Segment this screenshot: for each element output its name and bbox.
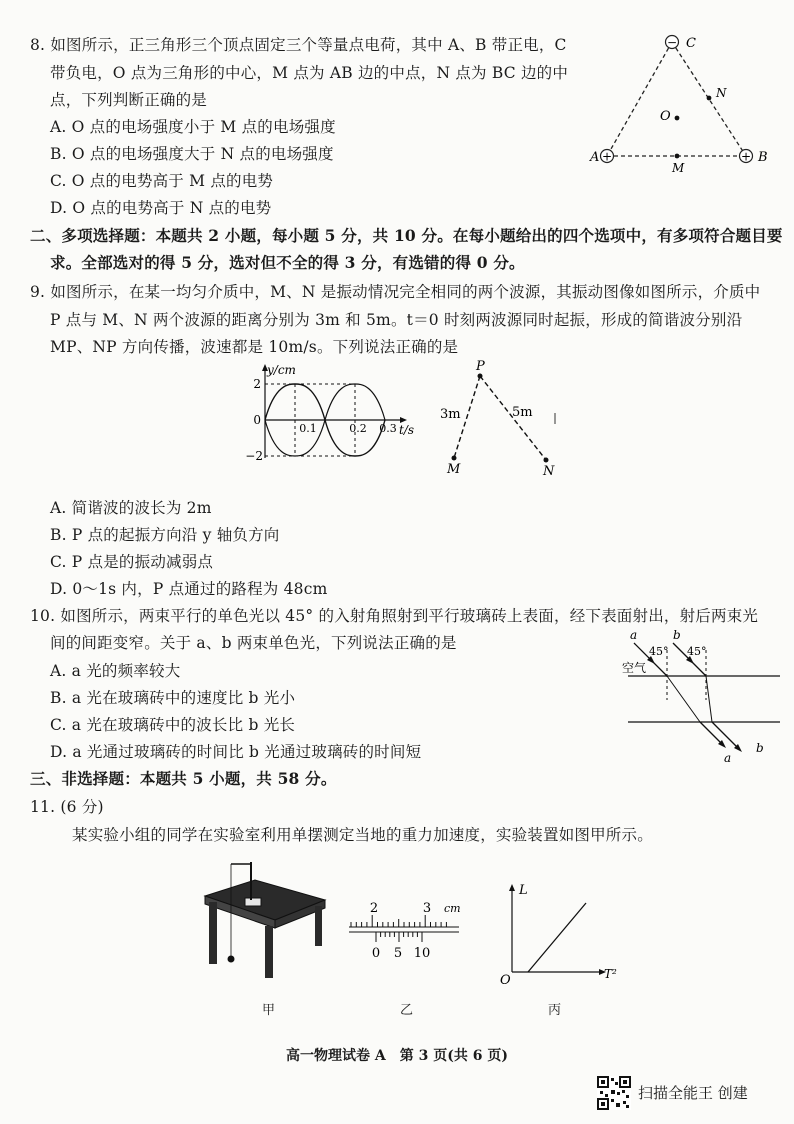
q11-length-period-plot xyxy=(490,880,625,992)
caption-bing: 丙 xyxy=(548,1003,562,1018)
point-m xyxy=(675,154,680,159)
charge-c xyxy=(666,36,679,50)
q10-stem-line1: 10. 如图所示，两束平行的单色光以 45° 的入射角照射到平行玻璃砖上表面，经下表面射出，射后两束光 xyxy=(30,607,759,625)
label-o: O xyxy=(660,109,671,124)
caption-yi: 乙 xyxy=(400,1003,414,1018)
charge-b xyxy=(740,150,753,164)
svg-text:−: − xyxy=(666,35,678,50)
section3-heading: 三、非选择题：本题共 5 小题，共 58 分。 xyxy=(30,769,337,788)
q9-stem-line3: MP、NP 方向传播，波速都是 10m/s。下列说法正确的是 xyxy=(50,338,459,356)
q8-stem-line1: 8. 如图所示，正三角形三个顶点固定三个等量点电荷，其中 A、B 带正电，C xyxy=(30,36,567,54)
q9-option-a: A. 简谐波的波长为 2m xyxy=(50,499,212,517)
q8-option-a: A. O 点的电场强度小于 M 点的电场强度 xyxy=(50,118,336,136)
q10-option-b: B. a 光在玻璃砖中的速度比 b 光小 xyxy=(50,689,296,707)
q8-option-c: C. O 点的电势高于 M 点的电势 xyxy=(50,172,274,190)
q9-option-c: C. P 点是的振动减弱点 xyxy=(50,553,214,571)
label-a: A xyxy=(590,150,600,165)
label-m: M xyxy=(672,161,685,175)
q8-triangle-figure xyxy=(580,28,780,178)
graph-x-tick: 0.3 xyxy=(379,422,397,435)
svg-text:+: + xyxy=(601,149,613,164)
q9-geometry-figure xyxy=(430,358,570,478)
caliper-unit: cm xyxy=(444,902,461,915)
graph-y-label: y/cm xyxy=(267,363,296,377)
plot-x-label: T² xyxy=(604,967,617,981)
charge-a xyxy=(601,150,614,164)
section2-heading-line1: 二、多项选择题：本题共 2 小题，每小题 5 分，共 10 分。在每小题给出的四个选项中，有多项符合题目要 xyxy=(30,226,783,245)
q10-stem-line2: 间的间距变窄。关于 a、b 两束单色光，下列说法正确的是 xyxy=(50,634,457,652)
caliper-main-label: 2 xyxy=(369,901,379,916)
label-p: P xyxy=(476,359,485,374)
caliper-vernier-label: 0 xyxy=(371,946,381,961)
label-angle-1: 45° xyxy=(649,645,669,658)
qr-code-icon xyxy=(597,1076,631,1110)
q9-vibration-graph xyxy=(245,362,425,472)
q11-pendulum-apparatus xyxy=(195,856,335,981)
point-m xyxy=(452,456,457,461)
graph-y-tick: −2 xyxy=(245,449,263,463)
q11-heading: 11. (6 分) xyxy=(30,798,104,816)
caliper-vernier-label: 5 xyxy=(393,946,403,961)
graph-x-tick: 0.1 xyxy=(299,422,317,435)
caption-jia: 甲 xyxy=(262,1003,276,1018)
q8-stem-line2: 带负电，O 点为三角形的中心，M 点为 AB 边的中点，N 点为 BC 边的中 xyxy=(50,64,569,82)
label-air: 空气 xyxy=(622,661,647,675)
point-n xyxy=(707,96,712,101)
label-a-bottom: a xyxy=(724,751,732,765)
label-c: C xyxy=(686,36,696,51)
q9-stem-line2: P 点与 M、N 两个波源的距离分别为 3m 和 5m。t＝0 时刻两波源同时起振，形成的简谐波分别沿 xyxy=(50,311,743,329)
caliper-vernier-label: 10 xyxy=(413,946,431,961)
q8-option-d: D. O 点的电势高于 N 点的电势 xyxy=(50,199,272,217)
q8-stem-line3: 点，下列判断正确的是 xyxy=(50,91,208,109)
label-b-top: b xyxy=(673,628,681,642)
q8-option-b: B. O 点的电场强度大于 N 点的电场强度 xyxy=(50,145,334,163)
q10-glass-figure xyxy=(600,628,790,768)
label-b: B xyxy=(758,150,768,165)
q10-option-c: C. a 光在玻璃砖中的波长比 b 光长 xyxy=(50,716,296,734)
label-m: M xyxy=(447,462,461,477)
caliper-main-label: 3 xyxy=(422,901,432,916)
plot-y-label: L xyxy=(519,883,528,898)
plot-origin: O xyxy=(500,973,511,988)
section2-heading-line2: 求。全部选对的得 5 分，选对但不全的得 3 分，有选错的得 0 分。 xyxy=(50,253,525,272)
label-angle-2: 45° xyxy=(687,645,707,658)
graph-x-tick: 0.2 xyxy=(349,422,367,435)
point-n xyxy=(544,458,549,463)
point-p xyxy=(478,374,483,379)
q9-option-b: B. P 点的起振方向沿 y 轴负方向 xyxy=(50,526,280,544)
label-n: N xyxy=(716,86,727,100)
q11-stem: 某实验小组的同学在实验室利用单摆测定当地的重力加速度，实验装置如图甲所示。 xyxy=(72,826,653,844)
q10-option-a: A. a 光的频率较大 xyxy=(50,662,181,680)
point-o xyxy=(675,116,680,121)
page-footer: 高一物理试卷 A 第 3 页(共 6 页) xyxy=(286,1048,508,1064)
svg-text:+: + xyxy=(740,149,752,164)
graph-y-tick: 0 xyxy=(253,413,261,427)
q11-vernier-caliper xyxy=(345,897,465,962)
label-b-bottom: b xyxy=(756,741,764,755)
label-n: N xyxy=(543,464,555,479)
label-3m: 3m xyxy=(440,407,461,422)
label-a-top: a xyxy=(630,628,638,642)
q9-option-d: D. 0～1s 内，P 点通过的路程为 48cm xyxy=(50,580,328,598)
graph-y-tick: 2 xyxy=(253,377,261,391)
graph-x-label: t/s xyxy=(399,423,415,437)
q10-option-d: D. a 光通过玻璃砖的时间比 b 光通过玻璃砖的时间短 xyxy=(50,743,422,761)
q9-stem-line1: 9. 如图所示，在某一均匀介质中，M、N 是振动情况完全相同的两个波源，其振动图像如图所示，介质中 xyxy=(30,283,761,301)
label-5m: 5m xyxy=(512,405,533,420)
scanner-watermark: 扫描全能王 创建 xyxy=(638,1084,748,1102)
